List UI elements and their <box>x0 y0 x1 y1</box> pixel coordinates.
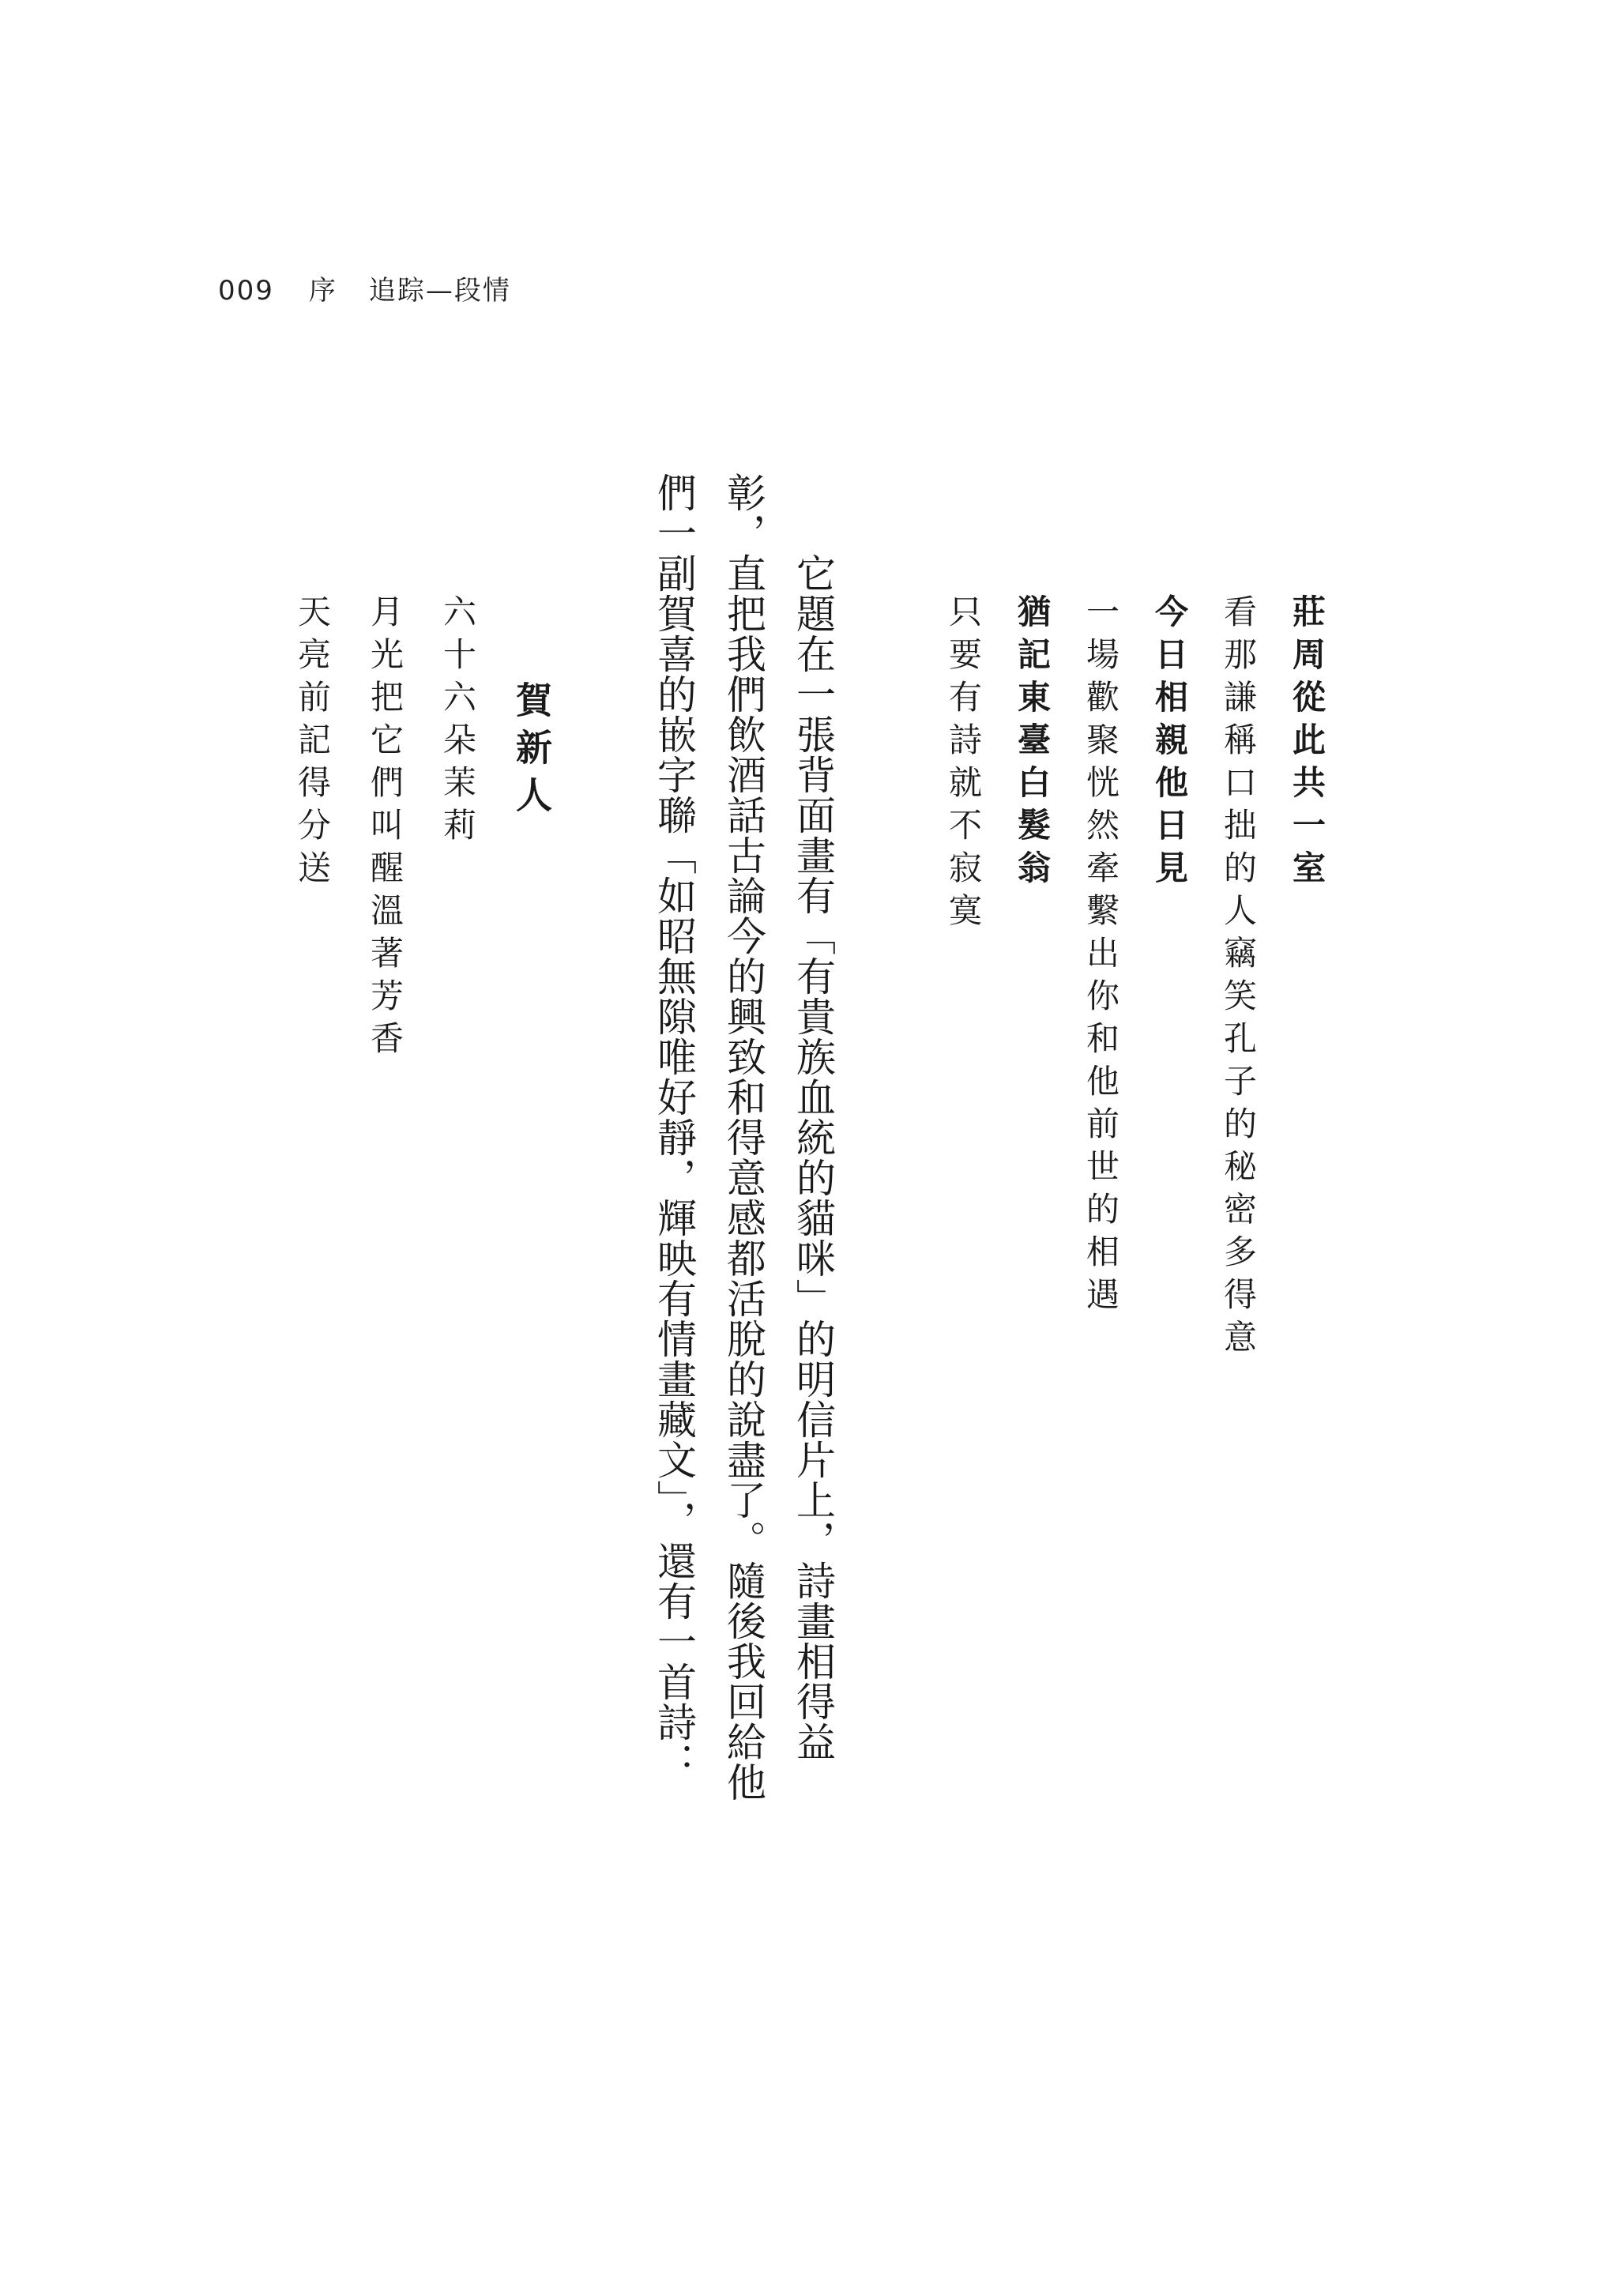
poem-line: 莊周從此共一室 <box>1288 594 1326 893</box>
prose-line: 彰，直把我們飲酒話古論今的興致和得意感都活脫的說盡了。隨後我回給他 <box>721 472 766 1802</box>
prose-line: 們一副賀喜的嵌字聯「如昭無隙唯好靜，輝映有情畫藏文」，還有一首詩： <box>651 472 697 1782</box>
poem-line: 只要有詩就不寂寞 <box>944 594 983 935</box>
poem-line: 六十六朵茉莉 <box>438 594 477 850</box>
poem-line: 天亮前記得分送 <box>293 594 332 893</box>
poem-title: 賀新人 <box>510 681 553 823</box>
poem-line: 月光把它們叫醒溫著芳香 <box>366 594 404 1063</box>
poem-line: 今日相親他日見 <box>1150 594 1189 893</box>
page-number: 009 <box>218 275 274 307</box>
poem-line: 猶記東臺白髮翁 <box>1013 594 1052 893</box>
poem-line: 一場歡聚恍然牽繫出你和他前世的相遇 <box>1082 594 1120 1319</box>
chapter-title: 追踪—段情 <box>368 275 511 307</box>
running-header <box>218 269 511 307</box>
poem-line: 看那謙稱口拙的人竊笑孔子的秘密多得意 <box>1219 594 1258 1362</box>
section-label: 序 <box>308 275 337 307</box>
prose-line: 它題在一張背面畫有「有貴族血統的貓咪」的明信片上，詩畫相得益 <box>790 553 836 1762</box>
